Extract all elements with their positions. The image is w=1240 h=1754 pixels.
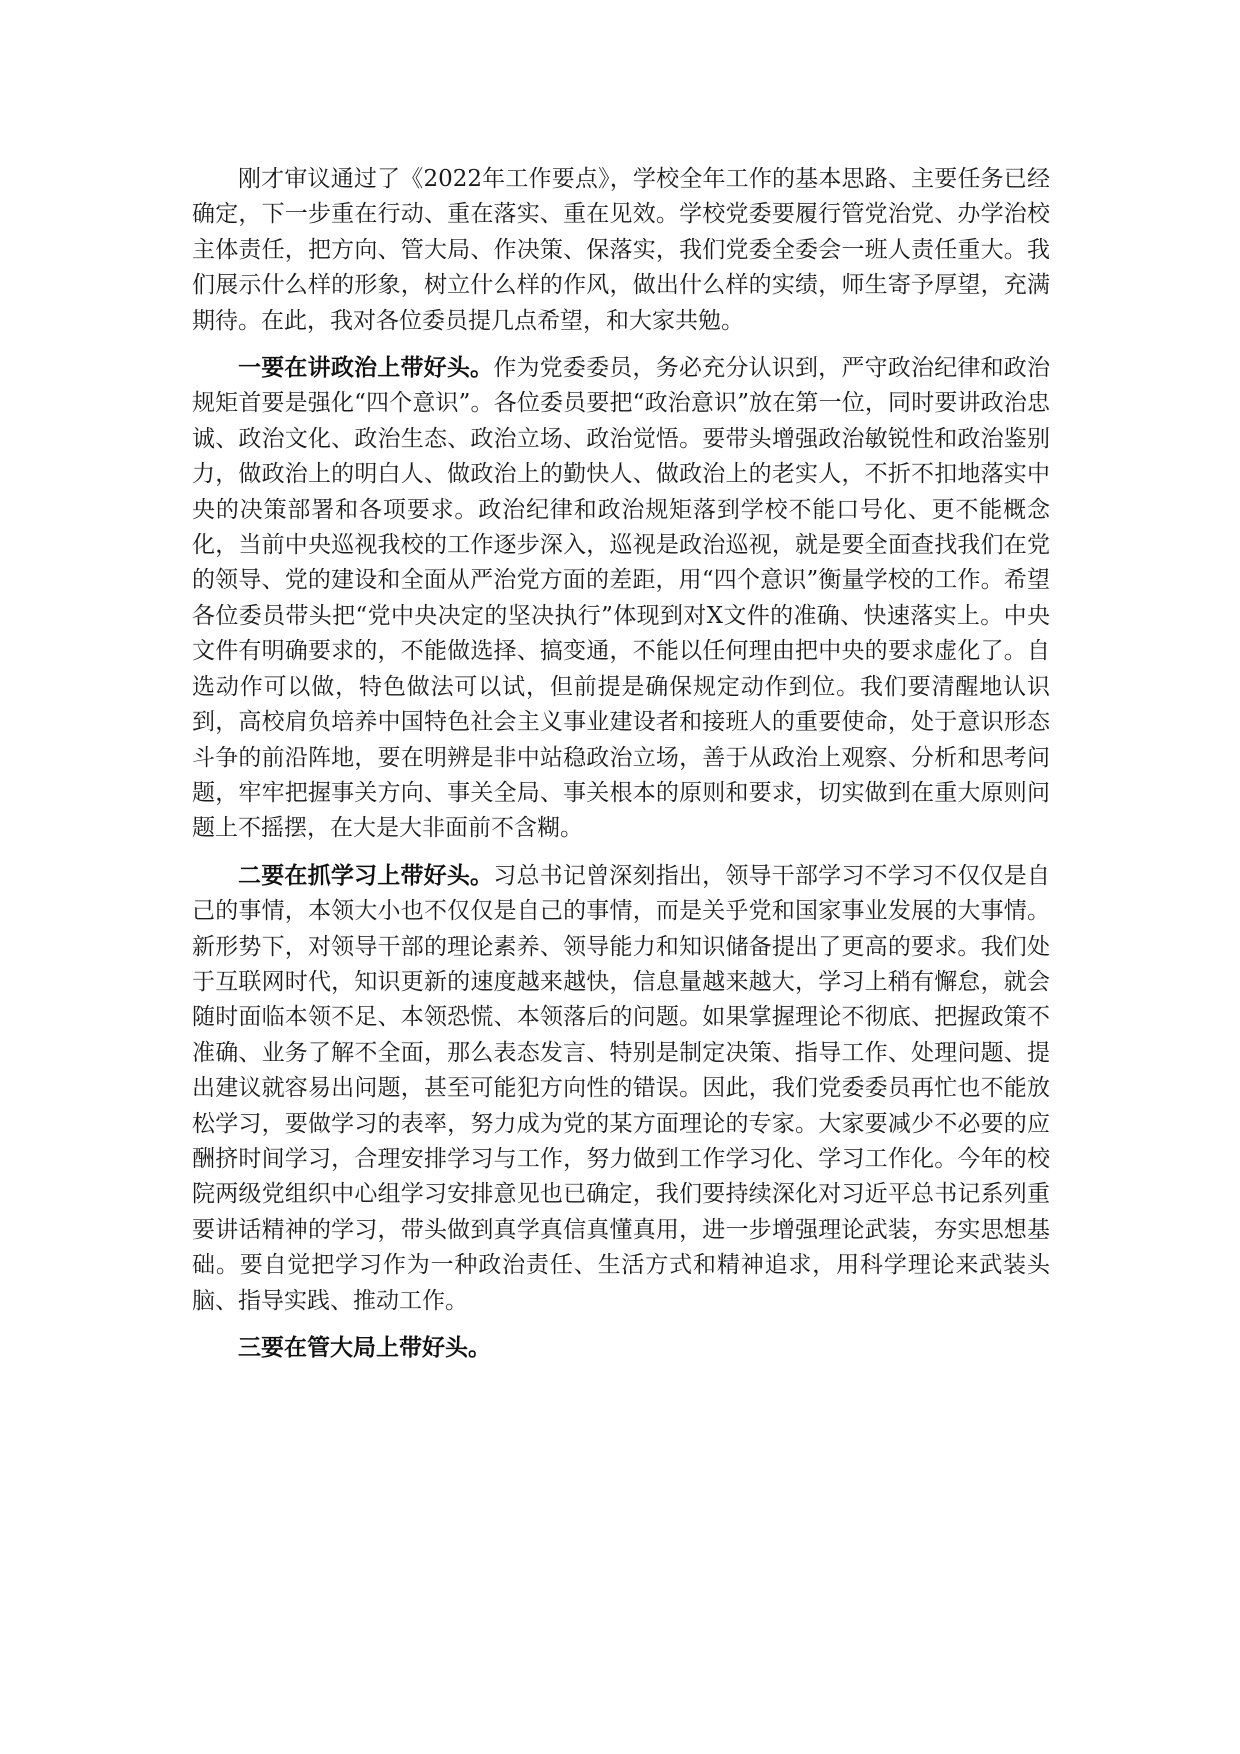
paragraph-politics <box>192 350 1050 847</box>
paragraph-overall <box>192 1330 1050 1366</box>
paragraph-heading: 二要在抓学习上带好头。 <box>238 861 494 889</box>
paragraph-heading: 三要在管大局上带好头。 <box>238 1334 491 1361</box>
paragraph-text: 习总书记曾深刻指出，领导干部学习不学习不仅仅是自己的事情，本领大小也不仅仅是自己的事情，而是关乎党和国家事业发展的大事情。新形势下，对领导干部的理论素养、领导能力和知识储备提出了更高的要求。我们处于互联网时代，知识更新的速度越来越快，信息量越来越大，学习上稍有懈怠，就会随时面临本领不足、本领恐慌、本领落后的问题。如果掌握理论不彻底、把握政策不准确、业务了解不全面，那么表态发言、特别是制定决策、指导工作、处理问题、提出建议就容易出问题，甚至可能犯方向性的错误。因此，我们党委委员再忙也不能放松学习，要做学习的表率，努力成为党的某方面理论的专家。大家要减少不必要的应酬挤时间学习，合理安排学习与工作，努力做到工作学习化、学习工作化。今年的校院两级党组织中心组学习安排意见也已确定，我们要持续深化对习近平总书记系列重要讲话精神的学习，带头做到真学真信真懂真用，进一步增强理论武装，夯实思想基础。要自觉把学习作为一种政治责任、生活方式和精神追求，用科学理论来武装头脑、指导实践、推动工作。 <box>192 862 1051 1314</box>
paragraph-text: 作为党委委员，务必充分认识到，严守政治纪律和政治规矩首要是强化“四个意识”。各位委员要把“政治意识”放在第一位，同时要讲政治忠诚、政治文化、政治生态、政治立场、政治觉悟。要带头增强政治敏锐性和政治鉴别力，做政治上的明白人、做政治上的勤快人、做政治上的老实人，不折不扣地落实中央的决策部署和各项要求。政治纪律和政治规矩落到学校不能口号化、更不能概念化，当前中央巡视我校的工作逐步深入，巡视是政治巡视，就是要全面查找我们在党的领导、党的建设和全面从严治党方面的差距，用“四个意识”衡量学校的工作。希望各位委员带头把“党中央决定的坚决执行”体现到对X文件的准确、快速落实上。中央文件有明确要求的，不能做选择、搞变通，不能以任何理由把中央的要求虚化了。自选动作可以做，特色做法可以试，但前提是确保规定动作到位。我们要清醒地认识到，高校肩负培养中国特色社会主义事业建设者和接班人的重要使命，处于意识形态斗争的前沿阵地，要在明辨是非中站稳政治立场，善于从政治上观察、分析和思考问题，牢牢把握事关方向、事关全局、事关根本的原则和要求，切实做到在重大原则问题上不摇摆，在大是大非面前不含糊。 <box>192 355 1051 842</box>
document-body <box>192 162 1050 1377</box>
paragraph-study <box>192 858 1050 1319</box>
paragraph-intro <box>192 162 1050 339</box>
paragraph-text: 刚才审议通过了《2022年工作要点》，学校全年工作的基本思路、主要任务已经确定，下一步重在行动、重在落实、重在见效。学校党委要履行管党治党、办学治校主体责任，把方向、管大局、作决策、保落实，我们党委全委会一班人责任重大。我们展示什么样的形象，树立什么样的作风，做出什么样的实绩，师生寄予厚望，充满期待。在此，我对各位委员提几点希望，和大家共勉。 <box>192 166 1050 334</box>
paragraph-heading: 一要在讲政治上带好头。 <box>238 354 494 382</box>
